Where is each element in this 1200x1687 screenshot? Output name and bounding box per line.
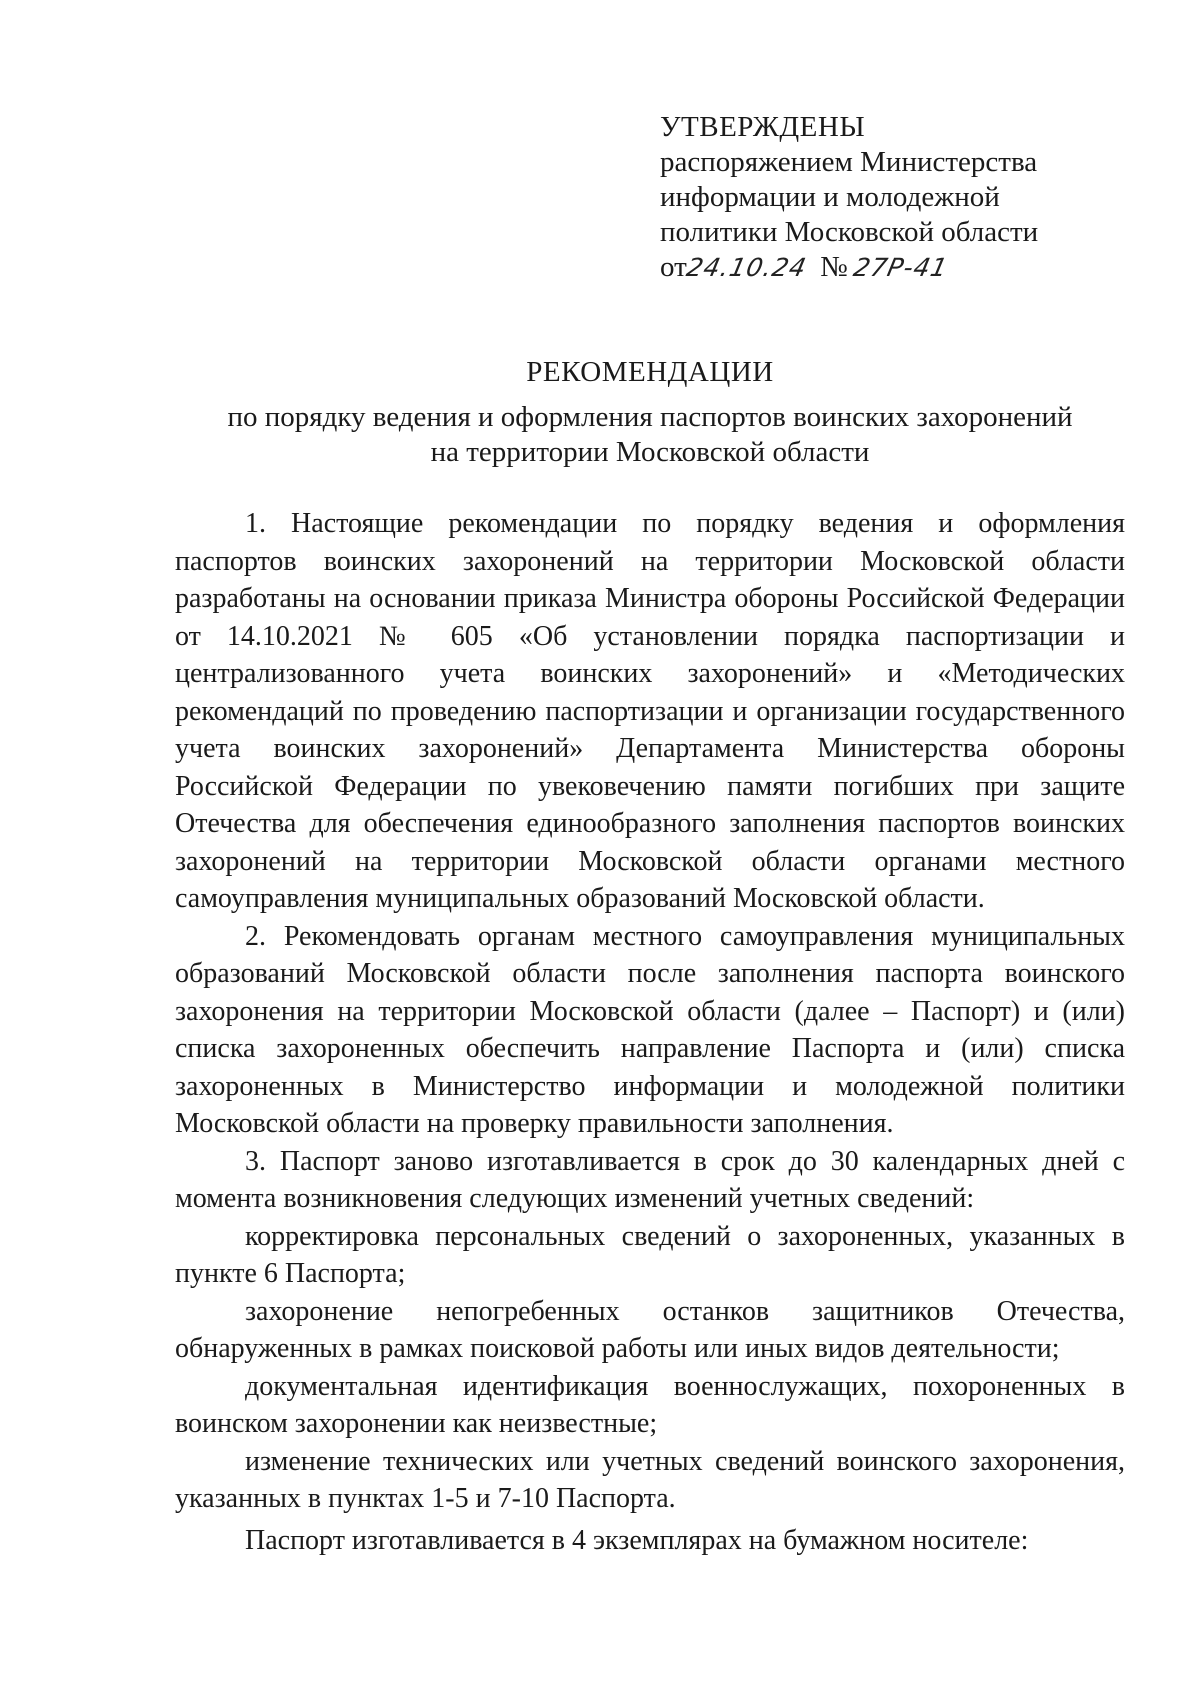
document-title: РЕКОМЕНДАЦИИ	[526, 356, 774, 388]
approval-heading: УТВЕРЖДЕНЫ	[660, 111, 866, 143]
approval-line-2: информации и молодежной	[660, 181, 1000, 213]
list-item-reburial: захоронение непогребенных останков защитников Отечества, обнаруженных в рамках поисковой работы или иных видов деятельности;	[175, 1295, 1125, 1364]
approval-block	[660, 110, 1080, 285]
handwritten-number: 27Р-41	[850, 253, 951, 282]
number-prefix: №	[820, 251, 848, 283]
approval-line-3: политики Московской области	[660, 216, 1039, 248]
paragraph-3: 3. Паспорт заново изготавливается в срок до 30 календарных дней с момента возникновения следующих изменений учетных сведений:	[175, 1145, 1125, 1214]
list-item-personal-data: корректировка персональных сведений о захороненных, указанных в пункте 6 Паспорта;	[175, 1220, 1125, 1289]
paragraph-1: 1. Настоящие рекомендации по порядку ведения и оформления паспортов воинских захоронений на территории Московской области разработаны на основании приказа Министра обороны Российской Федерации от 14.10.2021 № 605 «Об установлении порядка паспортизации и централизованного учета воинских захоронений» и «Методических рекомендаций по проведению паспортизации и организации государственного учета воинских захоронений» Департамента Министерства обороны Российской Федерации по увековечению памяти погибших при защите Отечества для обеспечения единообразного заполнения паспортов воинских захоронений на территории Московской области органами местного самоуправления муниципальных образований Московской области.	[175, 508, 1125, 914]
list-item-technical-changes: изменение технических или учетных сведений воинского захоронения, указанных в пунктах 1-5 и 7-10 Паспорта.	[175, 1445, 1125, 1514]
document-title-block	[180, 355, 1120, 470]
list-item-identification: документальная идентификация военнослужащих, похороненных в воинском захоронении как неизвестные;	[175, 1370, 1125, 1439]
document-subtitle-line-2: на территории Московской области	[430, 436, 870, 468]
paragraph-copies: Паспорт изготавливается в 4 экземплярах на бумажном носителе:	[245, 1524, 1029, 1556]
date-prefix: от	[660, 251, 687, 283]
document-body	[175, 505, 1125, 1559]
approval-date-line	[660, 250, 1080, 285]
document-subtitle-line-1: по порядку ведения и оформления паспортов воинских захоронений	[227, 401, 1073, 433]
handwritten-date: 24.10.24	[683, 253, 810, 282]
approval-line-1: распоряжением Министерства	[660, 146, 1038, 178]
paragraph-2: 2. Рекомендовать органам местного самоуправления муниципальных образований Московской области после заполнения паспорта воинского захоронения на территории Московской области (далее – Паспорт) и (или) списка захороненных обеспечить направление Паспорта и (или) списка захороненных в Министерство информации и молодежной политики Московской области на проверку правильности заполнения.	[175, 920, 1125, 1139]
